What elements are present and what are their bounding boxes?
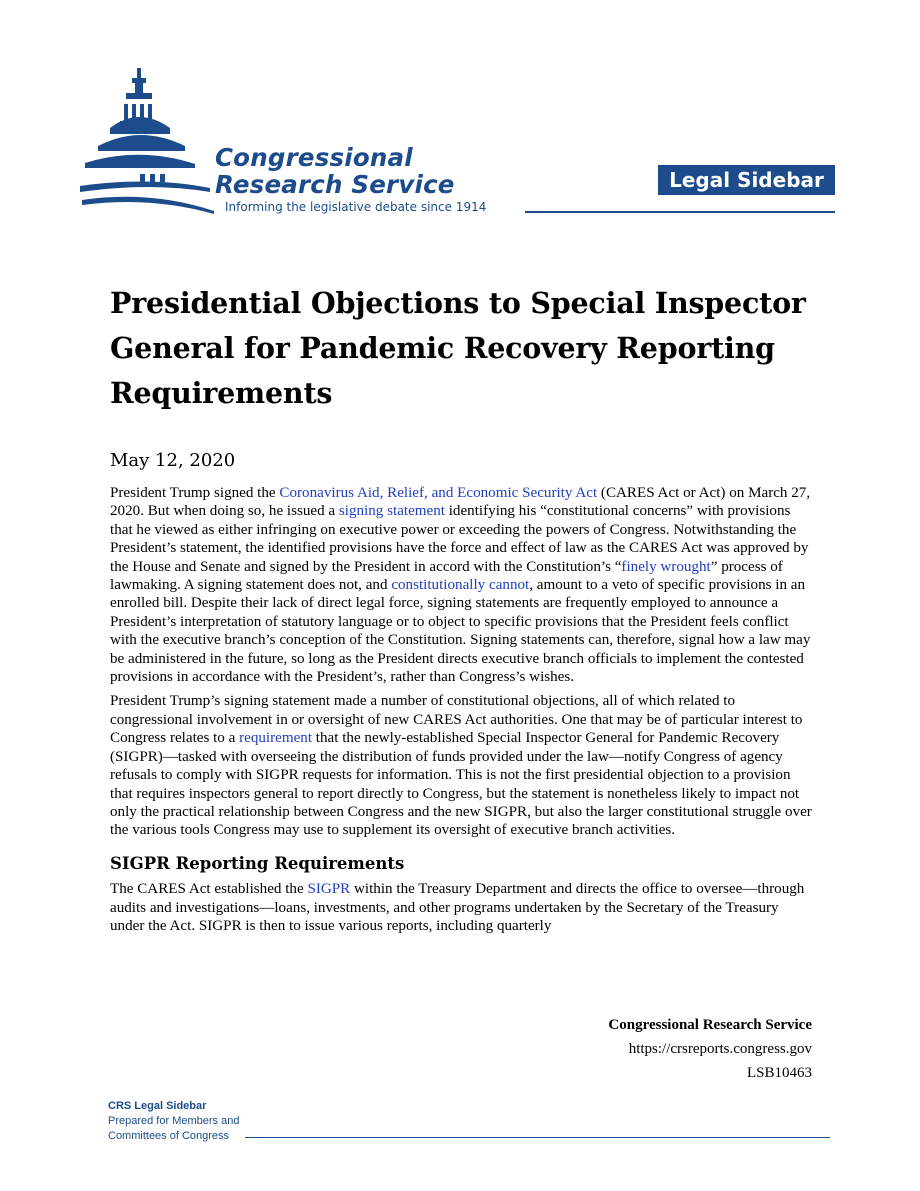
article-date: May 12, 2020 xyxy=(110,450,236,471)
footer-rule xyxy=(245,1137,830,1138)
paragraph-3 xyxy=(110,880,814,935)
header-rule xyxy=(525,211,835,213)
footer-url[interactable]: https://crsreports.congress.gov xyxy=(628,1041,812,1057)
footer-series-line3: Committees of Congress xyxy=(108,1130,230,1142)
link-sigpr[interactable]: SIGPR xyxy=(307,881,351,898)
text-run: identifying his “constitutional concerns” with provisions that he viewed as either infringing on executive power or exceeding the powers of Congress. Notwithstanding the President’s statement, the identified provisions have the force and effect of law as the CARES Act was approved by the House and Senate and signed by the President in accord with the Constitution’s “ xyxy=(110,503,809,575)
crs-logo xyxy=(80,66,540,226)
paragraph-2 xyxy=(110,692,814,839)
paragraph-1 xyxy=(110,484,814,686)
footer-series xyxy=(108,1099,239,1144)
org-name-line2: Research Service xyxy=(215,170,455,199)
text-run: within the Treasury Department and directs the office to oversee—through audits and investigations—loans, investments, and other programs undertaken by the Secretary of the Treasury under the Act. SIGPR is then to issue various reports, including quarterly xyxy=(110,881,805,934)
text-run: President Trump signed the xyxy=(110,485,280,501)
link-requirement[interactable]: requirement xyxy=(239,730,313,747)
footer-code: LSB10463 xyxy=(746,1065,812,1081)
footer-series-line2: Prepared for Members and xyxy=(108,1115,240,1127)
footer-citation xyxy=(608,1013,812,1085)
text-run: (CARES Act or Act) on March 27, 2020. But when doing so, he issued a xyxy=(110,485,811,520)
text-run: The CARES Act established the xyxy=(110,881,308,898)
link-constitutionally-cannot[interactable]: constitutionally cannot xyxy=(391,577,530,594)
footer-series-title: CRS Legal Sidebar xyxy=(108,1100,207,1112)
text-run: President Trump’s signing statement made a number of constitutional objections, all of which related to congressional involvement in or oversight of new CARES Act authorities. One that may be of particular interest to Congress relates to a xyxy=(110,693,803,747)
legal-sidebar-badge: Legal Sidebar xyxy=(658,165,835,195)
org-tagline: Informing the legislative debate since 1914 xyxy=(225,200,487,214)
article-body xyxy=(110,484,814,941)
article-title: Presidential Objections to Special Inspector General for Pandemic Recovery Reporting Requirements xyxy=(110,286,806,410)
org-name-line1: Congressional xyxy=(215,143,413,172)
text-run: that the newly-established Special Inspector General for Pandemic Recovery (SIGPR)—tasked with overseeing the distribution of funds provided under the law—notify Congress of agency refusals to comply with SIGPR requests for information. This is not the first presidential objection to a provision that requires inspectors general to report directly to Congress, but the statement is nonetheless likely to impact not only the practical relationship between Congress and the new SIGPR, but also the larger constitutional struggle over the various tools Congress may use to supplement its oversight of executive branch activities. xyxy=(110,730,812,839)
text-run: ” process of lawmaking. A signing statement does not, and xyxy=(110,558,783,594)
link-cares-act[interactable]: Coronavirus Aid, Relief, and Economic Security Act xyxy=(279,485,598,501)
footer-org: Congressional Research Service xyxy=(608,1017,812,1033)
text-run: , amount to a veto of specific provisions in an enrolled bill. Despite their lack of direct legal force, signing statements are frequently employed to announce a President’s interpretation of statutory language or to object to specific provisions that the President feels conflict with the executive branch’s conception of the Constitution. Signing statements can, therefore, signal how a law may be administered in the future, so long as the President directs executive branch officials to implement the contested provisions in accordance with the President’s, rather than Congress’s wishes. xyxy=(110,577,811,686)
link-signing-statement[interactable]: signing statement xyxy=(338,503,445,520)
capitol-dome-icon xyxy=(80,66,220,216)
link-finely-wrought[interactable]: finely wrought xyxy=(621,558,711,575)
org-name xyxy=(215,144,455,198)
section-heading: SIGPR Reporting Requirements xyxy=(110,853,405,873)
